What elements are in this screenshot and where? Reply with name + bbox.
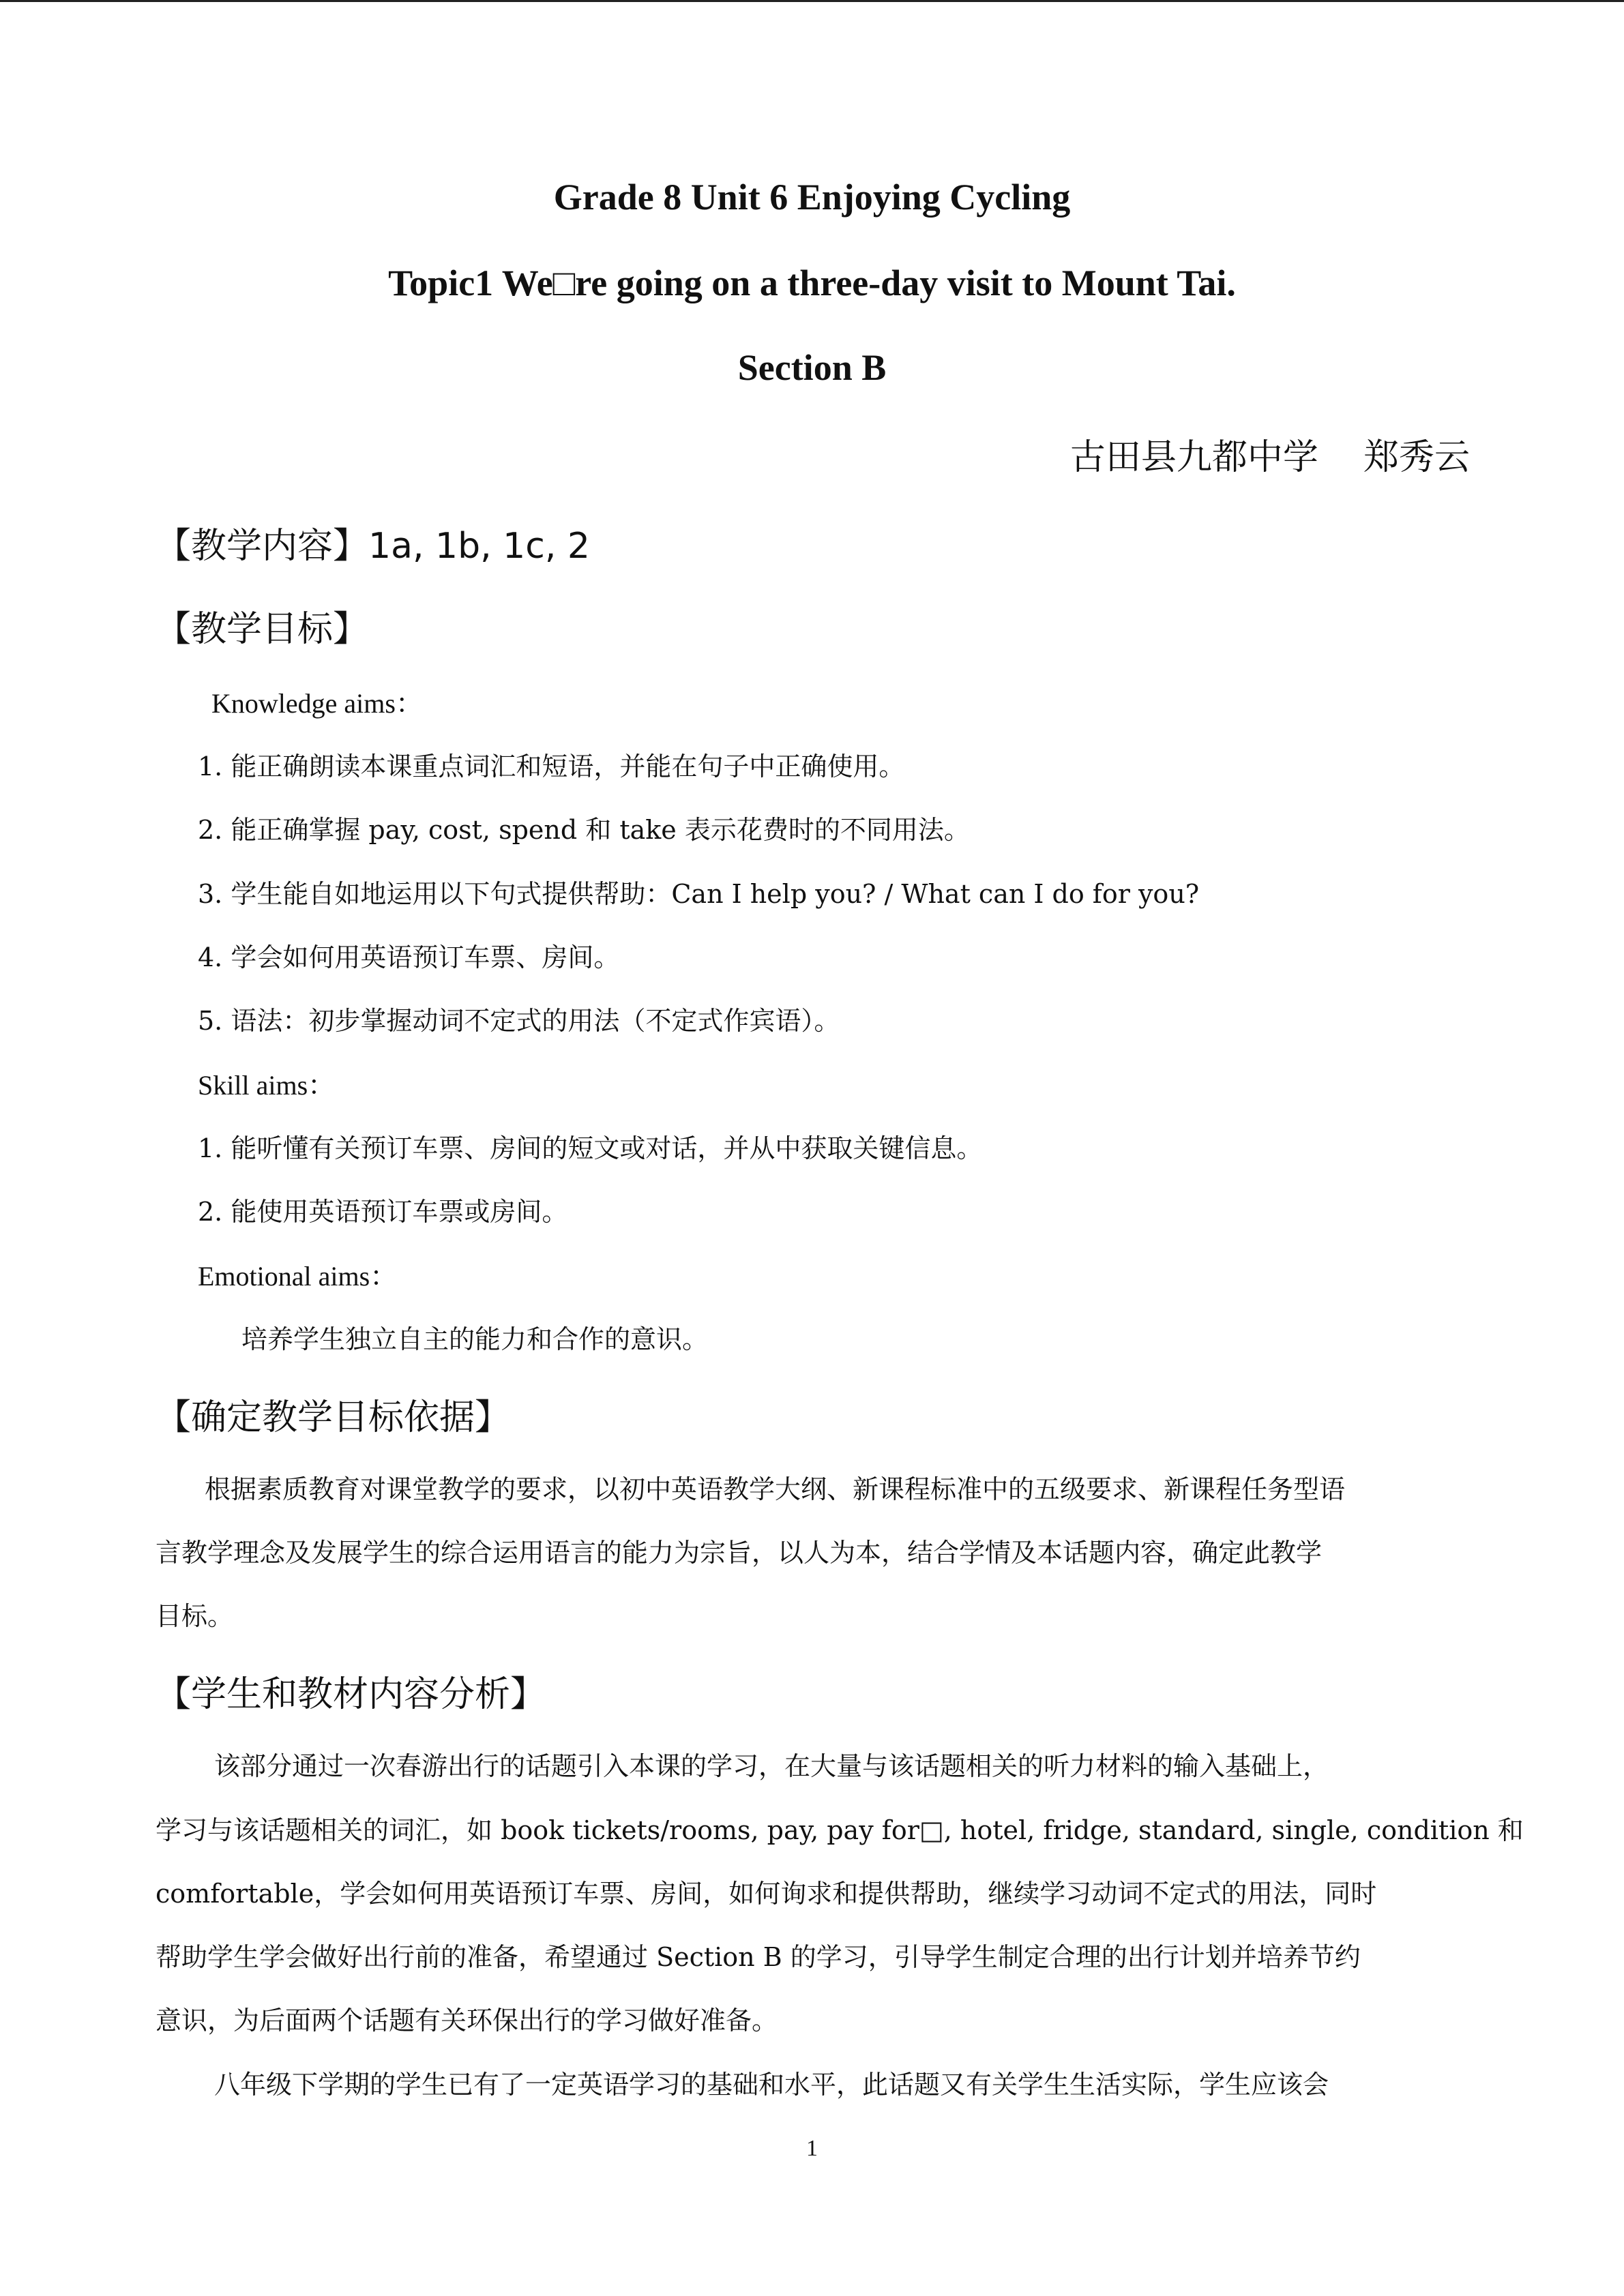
analysis-paragraph-line: 意识，为后面两个话题有关环保出行的学习做好准备。 [156,2006,778,2036]
basis-paragraph-line: 言教学理念及发展学生的综合运用语言的能力为宗旨，以人为本，结合学情及本话题内容，确定此教学 [156,1538,1323,1568]
knowledge-aim-item: 5. 语法：初步掌握动词不定式的用法（不定式作宾语）。 [198,1006,840,1036]
basis-paragraph-line: 目标。 [156,1601,234,1631]
teaching-content-heading: 【教学内容】1a, 1b, 1c, 2 [156,526,590,567]
emotional-aim-text: 培养学生独立自主的能力和合作的意识。 [241,1324,709,1354]
goal-basis-heading: 【确定教学目标依据】 [156,1397,511,1438]
section-title: Section B [737,347,887,388]
analysis-paragraph-line: 学习与该话题相关的词汇，如 book tickets/rooms, pay, pay for□, hotel, fridge, standard, single, condition 和 [156,1815,1524,1845]
skill-aim-item: 1. 能听懂有关预订车票、房间的短文或对话，并从中获取关键信息。 [198,1133,983,1163]
author-line: 古田县九都中学 郑秀云 [1069,437,1470,478]
knowledge-aims-label: Knowledge aims： [211,688,423,719]
document-title: Grade 8 Unit 6 Enjoying Cycling [553,177,1071,218]
analysis-paragraph-line: 该部分通过一次春游出行的话题引入本课的学习，在大量与该话题相关的听力材料的输入基础上， [214,1751,1329,1781]
knowledge-aim-item: 2. 能正确掌握 pay, cost, spend 和 take 表示花费时的不同用法。 [198,815,970,845]
page-number: 1 [806,2136,818,2161]
teaching-goals-heading: 【教学目标】 [156,609,369,650]
knowledge-aim-item: 4. 学会如何用英语预订车票、房间。 [198,942,620,972]
analysis-paragraph-line: comfortable，学会如何用英语预订车票、房间，如何询求和提供帮助，继续学习动词不定式的用法，同时 [156,1879,1377,1909]
emotional-aims-label: Emotional aims： [198,1261,398,1292]
basis-paragraph-line: 根据素质教育对课堂教学的要求，以初中英语教学大纲、新课程标准中的五级要求、新课程任务型语 [205,1474,1346,1504]
skill-aim-item: 2. 能使用英语预订车票或房间。 [198,1197,568,1227]
knowledge-aim-item: 1. 能正确朗读本课重点词汇和短语，并能在句子中正确使用。 [198,751,905,781]
top-border-line [0,0,1624,2]
skill-aims-label: Skill aims： [198,1070,336,1101]
knowledge-aim-item: 3. 学生能自如地运用以下句式提供帮助：Can I help you? / What can I do for you? [198,879,1200,909]
analysis-heading: 【学生和教材内容分析】 [156,1674,546,1715]
analysis-paragraph-line: 帮助学生学会做好出行前的准备，希望通过 Section B 的学习，引导学生制定合理的出行计划并培养节约 [156,1942,1361,1972]
analysis-paragraph-line: 八年级下学期的学生已有了一定英语学习的基础和水平，此话题又有关学生生活实际，学生应该会 [214,2070,1329,2100]
topic-title: Topic1 We□re going on a three-day visit to Mount Tai. [388,263,1236,303]
